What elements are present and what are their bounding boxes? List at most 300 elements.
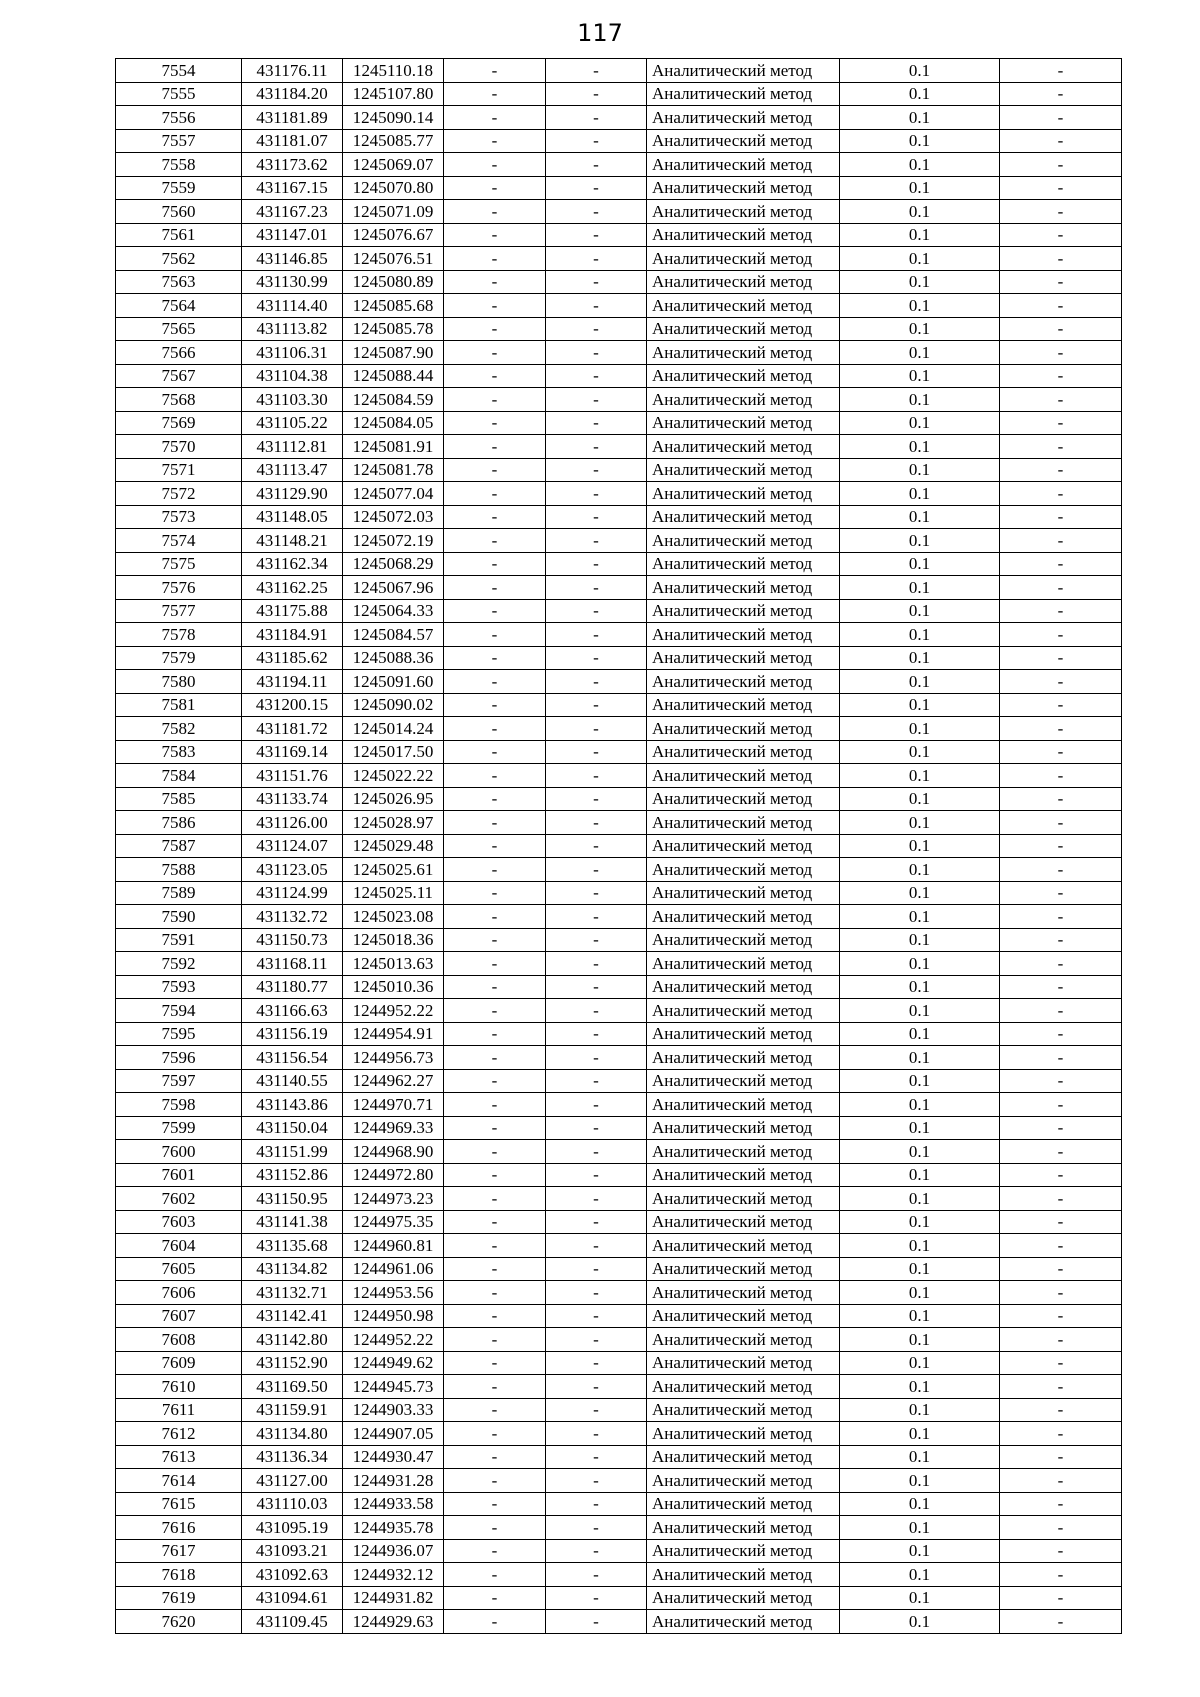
x-coordinate-cell: 431162.25 xyxy=(242,576,343,600)
empty-value-cell: - xyxy=(1000,975,1122,999)
empty-value-cell: - xyxy=(1000,1257,1122,1281)
y-coordinate-cell: 1245014.24 xyxy=(343,717,444,741)
point-number-cell: 7576 xyxy=(116,576,242,600)
table-row xyxy=(116,529,1122,553)
empty-value-cell: - xyxy=(546,1563,647,1587)
empty-value-cell: - xyxy=(546,1586,647,1610)
empty-value-cell: - xyxy=(546,975,647,999)
x-coordinate-cell: 431143.86 xyxy=(242,1093,343,1117)
y-coordinate-cell: 1244930.47 xyxy=(343,1445,444,1469)
table-row xyxy=(116,364,1122,388)
empty-value-cell: - xyxy=(546,787,647,811)
method-cell: Аналитический метод xyxy=(647,388,840,412)
y-coordinate-cell: 1244935.78 xyxy=(343,1516,444,1540)
y-coordinate-cell: 1245088.44 xyxy=(343,364,444,388)
empty-value-cell: - xyxy=(444,834,546,858)
empty-value-cell: - xyxy=(546,999,647,1023)
empty-value-cell: - xyxy=(1000,270,1122,294)
empty-value-cell: - xyxy=(546,1257,647,1281)
point-number-cell: 7557 xyxy=(116,129,242,153)
x-coordinate-cell: 431135.68 xyxy=(242,1234,343,1258)
table-row xyxy=(116,975,1122,999)
empty-value-cell: - xyxy=(1000,1022,1122,1046)
x-coordinate-cell: 431127.00 xyxy=(242,1469,343,1493)
y-coordinate-cell: 1245085.68 xyxy=(343,294,444,318)
empty-value-cell: - xyxy=(444,552,546,576)
precision-cell: 0.1 xyxy=(840,1375,1000,1399)
y-coordinate-cell: 1245010.36 xyxy=(343,975,444,999)
empty-value-cell: - xyxy=(444,364,546,388)
precision-cell: 0.1 xyxy=(840,1492,1000,1516)
empty-value-cell: - xyxy=(444,670,546,694)
empty-value-cell: - xyxy=(444,975,546,999)
precision-cell: 0.1 xyxy=(840,717,1000,741)
table-row xyxy=(116,787,1122,811)
y-coordinate-cell: 1245026.95 xyxy=(343,787,444,811)
x-coordinate-cell: 431106.31 xyxy=(242,341,343,365)
method-cell: Аналитический метод xyxy=(647,270,840,294)
empty-value-cell: - xyxy=(444,1563,546,1587)
method-cell: Аналитический метод xyxy=(647,764,840,788)
empty-value-cell: - xyxy=(546,1093,647,1117)
point-number-cell: 7589 xyxy=(116,881,242,905)
x-coordinate-cell: 431092.63 xyxy=(242,1563,343,1587)
point-number-cell: 7613 xyxy=(116,1445,242,1469)
empty-value-cell: - xyxy=(444,411,546,435)
table-row xyxy=(116,1234,1122,1258)
method-cell: Аналитический метод xyxy=(647,905,840,929)
point-number-cell: 7563 xyxy=(116,270,242,294)
table-row xyxy=(116,1328,1122,1352)
method-cell: Аналитический метод xyxy=(647,176,840,200)
empty-value-cell: - xyxy=(444,458,546,482)
empty-value-cell: - xyxy=(546,270,647,294)
empty-value-cell: - xyxy=(546,1187,647,1211)
empty-value-cell: - xyxy=(1000,905,1122,929)
x-coordinate-cell: 431113.47 xyxy=(242,458,343,482)
point-number-cell: 7596 xyxy=(116,1046,242,1070)
x-coordinate-cell: 431134.80 xyxy=(242,1422,343,1446)
method-cell: Аналитический метод xyxy=(647,341,840,365)
precision-cell: 0.1 xyxy=(840,223,1000,247)
point-number-cell: 7615 xyxy=(116,1492,242,1516)
method-cell: Аналитический метод xyxy=(647,482,840,506)
point-number-cell: 7592 xyxy=(116,952,242,976)
precision-cell: 0.1 xyxy=(840,1046,1000,1070)
method-cell: Аналитический метод xyxy=(647,670,840,694)
method-cell: Аналитический метод xyxy=(647,1586,840,1610)
empty-value-cell: - xyxy=(1000,1116,1122,1140)
empty-value-cell: - xyxy=(444,1022,546,1046)
method-cell: Аналитический метод xyxy=(647,1469,840,1493)
method-cell: Аналитический метод xyxy=(647,1210,840,1234)
precision-cell: 0.1 xyxy=(840,928,1000,952)
empty-value-cell: - xyxy=(1000,623,1122,647)
precision-cell: 0.1 xyxy=(840,1116,1000,1140)
method-cell: Аналитический метод xyxy=(647,811,840,835)
y-coordinate-cell: 1245029.48 xyxy=(343,834,444,858)
y-coordinate-cell: 1245071.09 xyxy=(343,200,444,224)
x-coordinate-cell: 431104.38 xyxy=(242,364,343,388)
point-number-cell: 7603 xyxy=(116,1210,242,1234)
method-cell: Аналитический метод xyxy=(647,881,840,905)
empty-value-cell: - xyxy=(1000,717,1122,741)
y-coordinate-cell: 1244961.06 xyxy=(343,1257,444,1281)
empty-value-cell: - xyxy=(1000,670,1122,694)
x-coordinate-cell: 431150.73 xyxy=(242,928,343,952)
table-row xyxy=(116,1257,1122,1281)
y-coordinate-cell: 1245018.36 xyxy=(343,928,444,952)
empty-value-cell: - xyxy=(546,646,647,670)
empty-value-cell: - xyxy=(546,1351,647,1375)
empty-value-cell: - xyxy=(444,1422,546,1446)
y-coordinate-cell: 1245028.97 xyxy=(343,811,444,835)
table-row xyxy=(116,1469,1122,1493)
method-cell: Аналитический метод xyxy=(647,576,840,600)
y-coordinate-cell: 1244952.22 xyxy=(343,1328,444,1352)
empty-value-cell: - xyxy=(546,1234,647,1258)
x-coordinate-cell: 431126.00 xyxy=(242,811,343,835)
precision-cell: 0.1 xyxy=(840,811,1000,835)
x-coordinate-cell: 431181.72 xyxy=(242,717,343,741)
point-number-cell: 7606 xyxy=(116,1281,242,1305)
point-number-cell: 7600 xyxy=(116,1140,242,1164)
point-number-cell: 7577 xyxy=(116,599,242,623)
method-cell: Аналитический метод xyxy=(647,1539,840,1563)
point-number-cell: 7562 xyxy=(116,247,242,271)
x-coordinate-cell: 431134.82 xyxy=(242,1257,343,1281)
empty-value-cell: - xyxy=(1000,740,1122,764)
y-coordinate-cell: 1245084.59 xyxy=(343,388,444,412)
empty-value-cell: - xyxy=(444,717,546,741)
precision-cell: 0.1 xyxy=(840,764,1000,788)
empty-value-cell: - xyxy=(1000,1210,1122,1234)
empty-value-cell: - xyxy=(1000,1069,1122,1093)
y-coordinate-cell: 1245084.57 xyxy=(343,623,444,647)
y-coordinate-cell: 1244931.28 xyxy=(343,1469,444,1493)
point-number-cell: 7609 xyxy=(116,1351,242,1375)
empty-value-cell: - xyxy=(1000,1492,1122,1516)
table-row xyxy=(116,693,1122,717)
point-number-cell: 7556 xyxy=(116,106,242,130)
y-coordinate-cell: 1245085.78 xyxy=(343,317,444,341)
empty-value-cell: - xyxy=(546,834,647,858)
precision-cell: 0.1 xyxy=(840,999,1000,1023)
empty-value-cell: - xyxy=(444,693,546,717)
table-row xyxy=(116,317,1122,341)
y-coordinate-cell: 1245064.33 xyxy=(343,599,444,623)
point-number-cell: 7580 xyxy=(116,670,242,694)
precision-cell: 0.1 xyxy=(840,341,1000,365)
empty-value-cell: - xyxy=(1000,153,1122,177)
empty-value-cell: - xyxy=(1000,341,1122,365)
empty-value-cell: - xyxy=(1000,1398,1122,1422)
table-row xyxy=(116,1492,1122,1516)
empty-value-cell: - xyxy=(1000,599,1122,623)
empty-value-cell: - xyxy=(444,247,546,271)
empty-value-cell: - xyxy=(546,59,647,83)
empty-value-cell: - xyxy=(1000,646,1122,670)
point-number-cell: 7554 xyxy=(116,59,242,83)
x-coordinate-cell: 431094.61 xyxy=(242,1586,343,1610)
method-cell: Аналитический метод xyxy=(647,999,840,1023)
empty-value-cell: - xyxy=(444,59,546,83)
x-coordinate-cell: 431105.22 xyxy=(242,411,343,435)
point-number-cell: 7597 xyxy=(116,1069,242,1093)
point-number-cell: 7561 xyxy=(116,223,242,247)
precision-cell: 0.1 xyxy=(840,247,1000,271)
point-number-cell: 7594 xyxy=(116,999,242,1023)
point-number-cell: 7590 xyxy=(116,905,242,929)
x-coordinate-cell: 431152.86 xyxy=(242,1163,343,1187)
empty-value-cell: - xyxy=(1000,999,1122,1023)
point-number-cell: 7598 xyxy=(116,1093,242,1117)
empty-value-cell: - xyxy=(1000,458,1122,482)
y-coordinate-cell: 1245081.78 xyxy=(343,458,444,482)
precision-cell: 0.1 xyxy=(840,552,1000,576)
precision-cell: 0.1 xyxy=(840,106,1000,130)
point-number-cell: 7608 xyxy=(116,1328,242,1352)
y-coordinate-cell: 1244933.58 xyxy=(343,1492,444,1516)
method-cell: Аналитический метод xyxy=(647,975,840,999)
x-coordinate-cell: 431159.91 xyxy=(242,1398,343,1422)
empty-value-cell: - xyxy=(1000,529,1122,553)
table-row xyxy=(116,834,1122,858)
x-coordinate-cell: 431185.62 xyxy=(242,646,343,670)
empty-value-cell: - xyxy=(546,717,647,741)
precision-cell: 0.1 xyxy=(840,1398,1000,1422)
point-number-cell: 7607 xyxy=(116,1304,242,1328)
empty-value-cell: - xyxy=(1000,82,1122,106)
precision-cell: 0.1 xyxy=(840,1140,1000,1164)
method-cell: Аналитический метод xyxy=(647,1163,840,1187)
x-coordinate-cell: 431132.71 xyxy=(242,1281,343,1305)
precision-cell: 0.1 xyxy=(840,1445,1000,1469)
x-coordinate-cell: 431200.15 xyxy=(242,693,343,717)
point-number-cell: 7595 xyxy=(116,1022,242,1046)
method-cell: Аналитический метод xyxy=(647,200,840,224)
table-row xyxy=(116,223,1122,247)
table-row xyxy=(116,1046,1122,1070)
y-coordinate-cell: 1245107.80 xyxy=(343,82,444,106)
precision-cell: 0.1 xyxy=(840,787,1000,811)
point-number-cell: 7601 xyxy=(116,1163,242,1187)
table-row xyxy=(116,646,1122,670)
method-cell: Аналитический метод xyxy=(647,552,840,576)
x-coordinate-cell: 431167.23 xyxy=(242,200,343,224)
x-coordinate-cell: 431184.20 xyxy=(242,82,343,106)
table-row xyxy=(116,388,1122,412)
empty-value-cell: - xyxy=(1000,787,1122,811)
empty-value-cell: - xyxy=(1000,59,1122,83)
precision-cell: 0.1 xyxy=(840,1563,1000,1587)
empty-value-cell: - xyxy=(1000,1351,1122,1375)
table-row xyxy=(116,1516,1122,1540)
empty-value-cell: - xyxy=(444,388,546,412)
empty-value-cell: - xyxy=(1000,411,1122,435)
method-cell: Аналитический метод xyxy=(647,1328,840,1352)
empty-value-cell: - xyxy=(444,881,546,905)
table-row xyxy=(116,576,1122,600)
method-cell: Аналитический метод xyxy=(647,1022,840,1046)
precision-cell: 0.1 xyxy=(840,1586,1000,1610)
y-coordinate-cell: 1245072.19 xyxy=(343,529,444,553)
precision-cell: 0.1 xyxy=(840,59,1000,83)
empty-value-cell: - xyxy=(546,740,647,764)
y-coordinate-cell: 1245067.96 xyxy=(343,576,444,600)
y-coordinate-cell: 1244950.98 xyxy=(343,1304,444,1328)
empty-value-cell: - xyxy=(1000,928,1122,952)
x-coordinate-cell: 431142.41 xyxy=(242,1304,343,1328)
empty-value-cell: - xyxy=(1000,223,1122,247)
empty-value-cell: - xyxy=(546,1069,647,1093)
point-number-cell: 7599 xyxy=(116,1116,242,1140)
empty-value-cell: - xyxy=(444,223,546,247)
x-coordinate-cell: 431130.99 xyxy=(242,270,343,294)
method-cell: Аналитический метод xyxy=(647,952,840,976)
table-row xyxy=(116,740,1122,764)
empty-value-cell: - xyxy=(1000,1234,1122,1258)
empty-value-cell: - xyxy=(546,599,647,623)
y-coordinate-cell: 1245091.60 xyxy=(343,670,444,694)
x-coordinate-cell: 431146.85 xyxy=(242,247,343,271)
empty-value-cell: - xyxy=(444,1539,546,1563)
x-coordinate-cell: 431093.21 xyxy=(242,1539,343,1563)
empty-value-cell: - xyxy=(444,435,546,459)
empty-value-cell: - xyxy=(1000,576,1122,600)
y-coordinate-cell: 1245081.91 xyxy=(343,435,444,459)
empty-value-cell: - xyxy=(444,1163,546,1187)
table-row xyxy=(116,1445,1122,1469)
method-cell: Аналитический метод xyxy=(647,834,840,858)
y-coordinate-cell: 1244969.33 xyxy=(343,1116,444,1140)
y-coordinate-cell: 1244932.12 xyxy=(343,1563,444,1587)
empty-value-cell: - xyxy=(444,482,546,506)
x-coordinate-cell: 431123.05 xyxy=(242,858,343,882)
empty-value-cell: - xyxy=(546,1046,647,1070)
empty-value-cell: - xyxy=(1000,294,1122,318)
empty-value-cell: - xyxy=(546,1539,647,1563)
empty-value-cell: - xyxy=(444,858,546,882)
empty-value-cell: - xyxy=(1000,1516,1122,1540)
precision-cell: 0.1 xyxy=(840,129,1000,153)
empty-value-cell: - xyxy=(444,129,546,153)
y-coordinate-cell: 1244975.35 xyxy=(343,1210,444,1234)
empty-value-cell: - xyxy=(546,341,647,365)
point-number-cell: 7559 xyxy=(116,176,242,200)
table-row xyxy=(116,1563,1122,1587)
point-number-cell: 7587 xyxy=(116,834,242,858)
empty-value-cell: - xyxy=(444,82,546,106)
method-cell: Аналитический метод xyxy=(647,1069,840,1093)
x-coordinate-cell: 431112.81 xyxy=(242,435,343,459)
empty-value-cell: - xyxy=(546,1304,647,1328)
precision-cell: 0.1 xyxy=(840,1516,1000,1540)
empty-value-cell: - xyxy=(444,646,546,670)
table-row xyxy=(116,153,1122,177)
empty-value-cell: - xyxy=(546,435,647,459)
precision-cell: 0.1 xyxy=(840,670,1000,694)
empty-value-cell: - xyxy=(444,1116,546,1140)
table-row xyxy=(116,811,1122,835)
point-number-cell: 7602 xyxy=(116,1187,242,1211)
empty-value-cell: - xyxy=(444,200,546,224)
method-cell: Аналитический метод xyxy=(647,411,840,435)
empty-value-cell: - xyxy=(1000,1281,1122,1305)
empty-value-cell: - xyxy=(444,317,546,341)
precision-cell: 0.1 xyxy=(840,482,1000,506)
empty-value-cell: - xyxy=(1000,435,1122,459)
empty-value-cell: - xyxy=(1000,1187,1122,1211)
table-row xyxy=(116,458,1122,482)
y-coordinate-cell: 1245023.08 xyxy=(343,905,444,929)
y-coordinate-cell: 1245088.36 xyxy=(343,646,444,670)
table-row xyxy=(116,599,1122,623)
method-cell: Аналитический метод xyxy=(647,623,840,647)
method-cell: Аналитический метод xyxy=(647,928,840,952)
empty-value-cell: - xyxy=(444,153,546,177)
point-number-cell: 7558 xyxy=(116,153,242,177)
empty-value-cell: - xyxy=(1000,1422,1122,1446)
precision-cell: 0.1 xyxy=(840,1022,1000,1046)
empty-value-cell: - xyxy=(1000,482,1122,506)
method-cell: Аналитический метод xyxy=(647,740,840,764)
y-coordinate-cell: 1244907.05 xyxy=(343,1422,444,1446)
point-number-cell: 7569 xyxy=(116,411,242,435)
precision-cell: 0.1 xyxy=(840,693,1000,717)
empty-value-cell: - xyxy=(546,552,647,576)
point-number-cell: 7614 xyxy=(116,1469,242,1493)
precision-cell: 0.1 xyxy=(840,200,1000,224)
point-number-cell: 7573 xyxy=(116,505,242,529)
empty-value-cell: - xyxy=(1000,858,1122,882)
table-row xyxy=(116,858,1122,882)
empty-value-cell: - xyxy=(1000,1610,1122,1634)
empty-value-cell: - xyxy=(444,176,546,200)
empty-value-cell: - xyxy=(546,1469,647,1493)
table-row xyxy=(116,129,1122,153)
precision-cell: 0.1 xyxy=(840,1163,1000,1187)
x-coordinate-cell: 431150.95 xyxy=(242,1187,343,1211)
empty-value-cell: - xyxy=(546,670,647,694)
empty-value-cell: - xyxy=(546,388,647,412)
method-cell: Аналитический метод xyxy=(647,364,840,388)
empty-value-cell: - xyxy=(444,1257,546,1281)
empty-value-cell: - xyxy=(546,858,647,882)
empty-value-cell: - xyxy=(444,505,546,529)
x-coordinate-cell: 431113.82 xyxy=(242,317,343,341)
y-coordinate-cell: 1244973.23 xyxy=(343,1187,444,1211)
y-coordinate-cell: 1244929.63 xyxy=(343,1610,444,1634)
method-cell: Аналитический метод xyxy=(647,717,840,741)
empty-value-cell: - xyxy=(1000,1469,1122,1493)
precision-cell: 0.1 xyxy=(840,881,1000,905)
x-coordinate-cell: 431148.21 xyxy=(242,529,343,553)
y-coordinate-cell: 1245076.67 xyxy=(343,223,444,247)
table-row xyxy=(116,411,1122,435)
x-coordinate-cell: 431150.04 xyxy=(242,1116,343,1140)
table-row xyxy=(116,1375,1122,1399)
empty-value-cell: - xyxy=(444,1328,546,1352)
method-cell: Аналитический метод xyxy=(647,1234,840,1258)
x-coordinate-cell: 431114.40 xyxy=(242,294,343,318)
empty-value-cell: - xyxy=(546,106,647,130)
precision-cell: 0.1 xyxy=(840,270,1000,294)
empty-value-cell: - xyxy=(1000,176,1122,200)
precision-cell: 0.1 xyxy=(840,388,1000,412)
y-coordinate-cell: 1244954.91 xyxy=(343,1022,444,1046)
precision-cell: 0.1 xyxy=(840,1422,1000,1446)
